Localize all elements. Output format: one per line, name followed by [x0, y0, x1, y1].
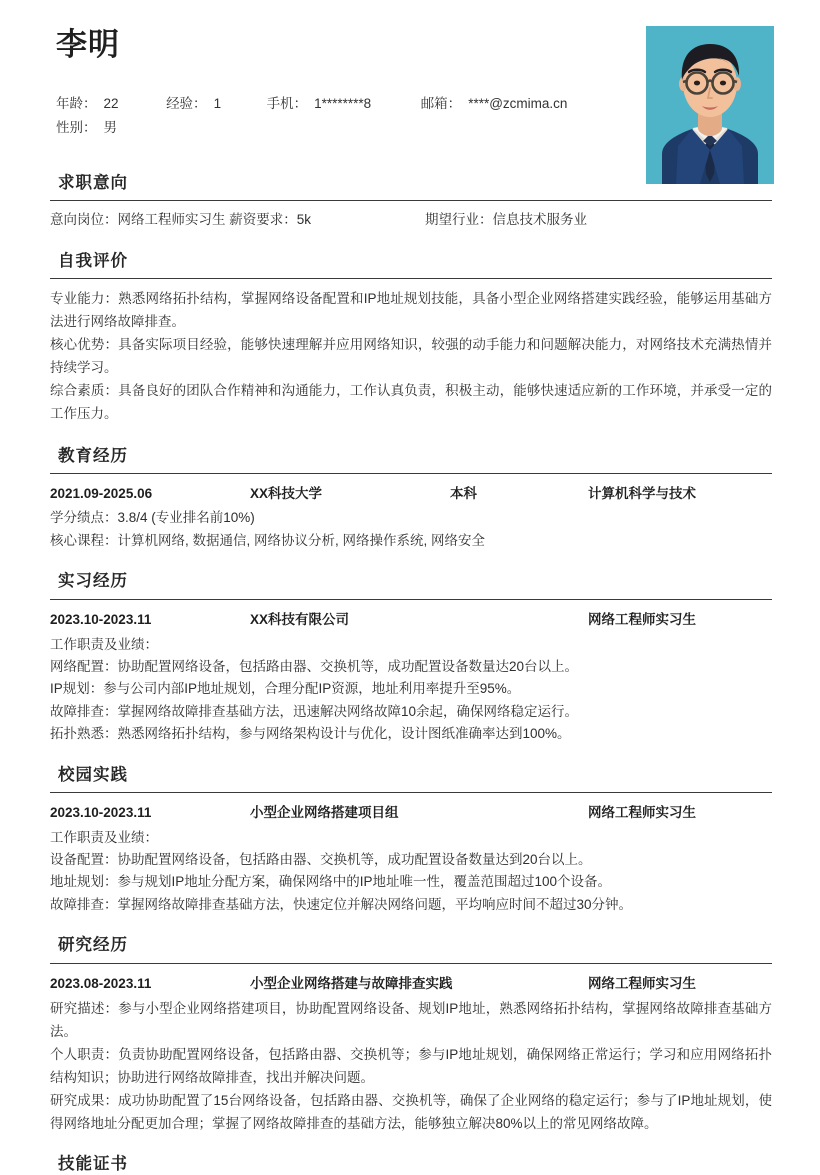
internship-date: 2023.10-2023.11: [50, 611, 152, 627]
campus-practice-subtitle: 工作职责及业绩：: [50, 829, 158, 845]
campus-practice-date: 2023.10-2023.11: [50, 804, 152, 820]
campus-practice-entry-row: [50, 801, 772, 825]
research-entry-row: [50, 972, 772, 996]
section-divider: [50, 599, 772, 600]
internship-company: XX科技有限公司: [250, 611, 350, 627]
education-detail: 核心课程：计算机网络, 数据通信, 网络协议分析, 网络操作系统, 网络安全: [50, 532, 486, 548]
self-evaluation-paragraph: 核心优势：具备实际项目经验，能够快速理解并应用网络知识，较强的动手能力和问题解决能力，对网络技术充满热情并持续学习。: [50, 337, 772, 376]
job-intention-line: [50, 209, 772, 232]
section-title-education: 教育经历: [58, 447, 128, 466]
internship-detail: 故障排查：掌握网络故障排查基础方法，迅速解决网络故障10余起，确保网络稳定运行。: [50, 703, 579, 719]
section-divider: [50, 473, 772, 474]
campus-practice-detail: 设备配置：协助配置网络设备，包括路由器、交换机等，成功配置设备数量达到20台以上。: [50, 851, 592, 867]
contact-experience: [166, 92, 221, 116]
education-degree: 本科: [450, 486, 477, 502]
research-role: 网络工程师实习生: [588, 975, 696, 991]
section-title-skills-certificates: 技能证书: [58, 1154, 128, 1173]
section-divider: [50, 200, 772, 201]
avatar: [646, 26, 774, 184]
research-detail: 研究成果：成功协助配置了15台网络设备，包括路由器、交换机等，确保了企业网络的稳定运行；参与了IP地址规划，使得网络地址分配更加合理；掌握了网络故障排查的基础方法，能够独立解决80%以上的常见网络故障。: [50, 1092, 772, 1131]
campus-practice-role: 网络工程师实习生: [588, 804, 696, 820]
education-entry-row: [50, 482, 772, 506]
research-detail: 个人职责：负责协助配置网络设备，包括路由器、交换机等；参与IP地址规划，确保网络正常运行；学习和应用网络拓扑结构知识；协助进行网络故障排查，找出并解决问题。: [50, 1046, 772, 1085]
contact-phone: [267, 92, 372, 116]
contact-email-value: ****@zcmima.cn: [468, 96, 568, 112]
section-divider: [50, 278, 772, 279]
contact-experience-value: 1: [213, 96, 222, 112]
education-school: XX科技大学: [250, 486, 323, 502]
section-research: [50, 934, 772, 1134]
internship-detail: 拓扑熟悉：熟悉网络拓扑结构，参与网络架构设计与优化，设计图纸准确率达到100%。: [50, 726, 571, 742]
resume-header: [50, 0, 772, 170]
section-title-campus-practice: 校园实践: [58, 765, 128, 784]
contact-age-value: 22: [103, 96, 119, 112]
education-major: 计算机科学与技术: [588, 486, 696, 502]
portrait-illustration: [646, 26, 774, 184]
job-intention-left: 意向岗位：网络工程师实习生 薪资要求：5k: [50, 212, 312, 228]
contact-gender-value: 男: [103, 120, 117, 136]
section-internship: [50, 570, 772, 745]
spacer: [50, 232, 772, 248]
section-skills-certificates: [50, 1153, 772, 1175]
contact-gender: [56, 116, 117, 140]
research-detail: 研究描述：参与小型企业网络搭建项目，协助配置网络设备、规划IP地址，熟悉网络拓扑结构，掌握网络故障排查基础方法。: [50, 1000, 772, 1039]
contact-phone-label: 手机：: [266, 96, 308, 112]
section-title-internship: 实习经历: [58, 572, 128, 591]
section-divider: [50, 963, 772, 964]
contact-email-label: 邮箱：: [420, 96, 462, 112]
job-intention-right: 期望行业：信息技术服务业: [425, 212, 587, 228]
spacer: [50, 916, 772, 932]
contact-age: [56, 92, 119, 116]
campus-practice-detail: 地址规划：参与规划IP地址分配方案，确保网络中的IP地址唯一性，覆盖范围超过100个设备。: [50, 874, 612, 890]
section-title-research: 研究经历: [58, 936, 128, 955]
internship-detail: 网络配置：协助配置网络设备，包括路由器、交换机等，成功配置设备数量达20台以上。: [50, 658, 579, 674]
spacer: [50, 746, 772, 762]
section-education: [50, 445, 772, 552]
section-self-evaluation: [50, 250, 772, 425]
section-campus-practice: [50, 764, 772, 917]
contact-experience-label: 经验：: [166, 96, 207, 112]
campus-practice-project: 小型企业网络搭建项目组: [250, 804, 399, 820]
internship-subtitle: 工作职责及业绩：: [50, 636, 158, 652]
campus-practice-detail: 故障排查：掌握网络故障排查基础方法，快速定位并解决网络问题，平均响应时间不超过30分钟。: [50, 896, 633, 912]
contact-email: [421, 92, 568, 116]
research-project: 小型企业网络搭建与故障排查实践: [250, 975, 453, 991]
section-title-job-intention: 求职意向: [58, 174, 128, 192]
research-date: 2023.08-2023.11: [50, 975, 152, 991]
contact-phone-value: 1********8: [314, 96, 372, 112]
internship-role: 网络工程师实习生: [588, 611, 696, 627]
self-evaluation-paragraph: 专业能力：熟悉网络拓扑结构，掌握网络设备配置和IP地址规划技能，具备小型企业网络搭建实践经验，能够运用基础方法进行网络故障排查。: [50, 291, 772, 330]
section-divider: [50, 792, 772, 793]
education-detail: 学分绩点：3.8/4 (专业排名前10%): [50, 510, 255, 526]
spacer: [50, 552, 772, 568]
internship-detail: IP规划：参与公司内部IP地址规划，合理分配IP资源，地址利用率提升至95%。: [50, 681, 521, 697]
contact-age-label: 年龄：: [56, 96, 97, 112]
internship-entry-row: [50, 608, 772, 632]
spacer: [50, 1135, 772, 1151]
section-title-self-evaluation: 自我评价: [58, 251, 128, 270]
contact-gender-label: 性别：: [56, 120, 97, 136]
page-title: 李明: [56, 27, 120, 62]
self-evaluation-paragraph: 综合素质：具备良好的团队合作精神和沟通能力，工作认真负责，积极主动，能够快速适应新的工作环境，并承受一定的工作压力。: [50, 383, 772, 422]
education-date: 2021.09-2025.06: [50, 486, 153, 502]
spacer: [50, 425, 772, 443]
